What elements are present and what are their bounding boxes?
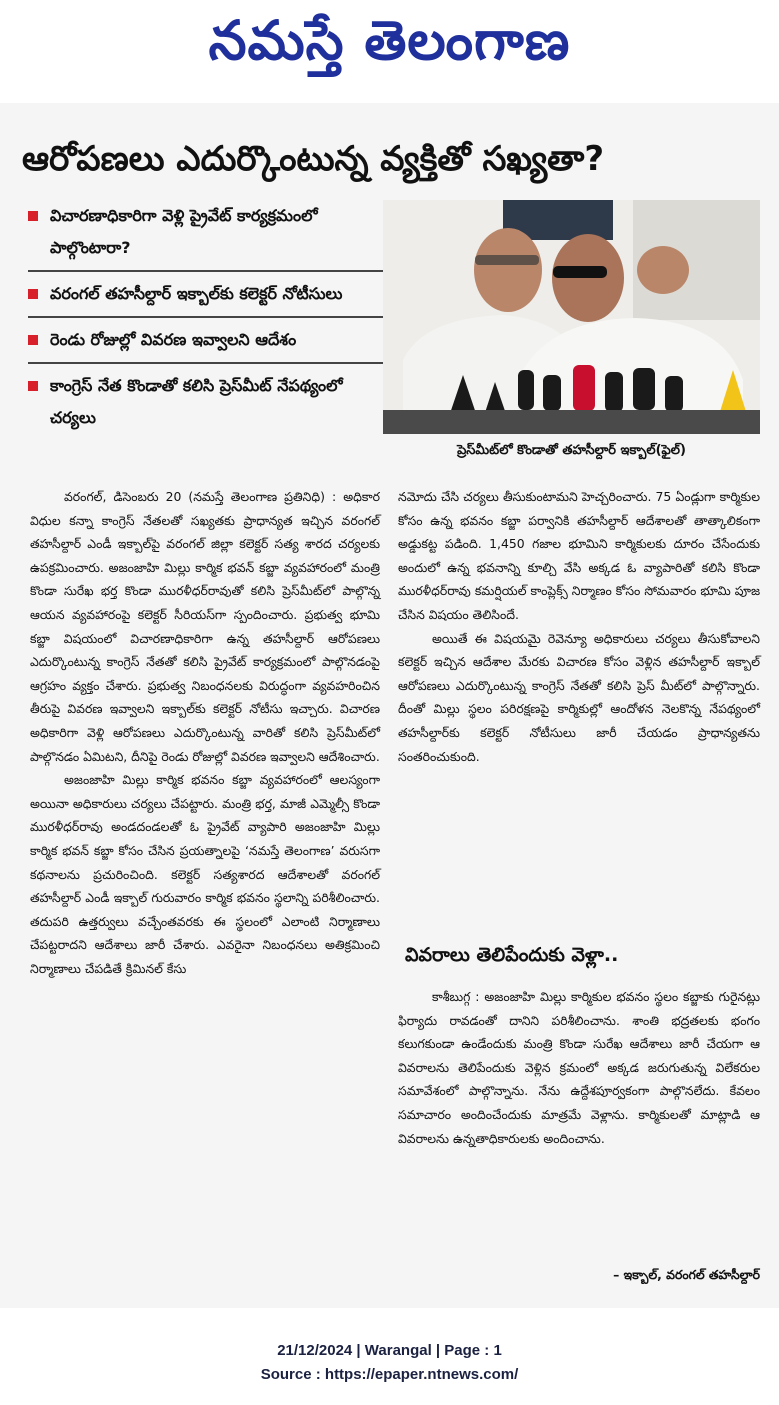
highlight-bullets bbox=[28, 200, 383, 440]
edition-info: 21/12/2024 | Warangal | Page : 1 bbox=[277, 1342, 502, 1359]
bullet-text: వరంగల్ తహసీల్దార్ ఇక్బాల్‌కు కలెక్టర్ నోటీసులు bbox=[50, 284, 343, 303]
divider bbox=[28, 270, 383, 272]
bullet-item bbox=[28, 200, 383, 264]
bullet-square-icon bbox=[28, 289, 38, 299]
bullet-text: కాంగ్రెస్ నేత కొండాతో కలిసి ప్రెస్‌మీట్ నేపథ్యంలో చర్యలు bbox=[50, 376, 343, 427]
article-column-right bbox=[398, 485, 760, 768]
article-column-left bbox=[30, 485, 380, 980]
press-meet-photo bbox=[383, 200, 760, 434]
divider bbox=[28, 316, 383, 318]
photo-caption: ప్రెస్‌మీట్‌లో కొండాతో తహసీల్దార్ ఇక్బాల్(ఫైల్) bbox=[457, 443, 686, 458]
article-paragraph: నమోదు చేసి చర్యలు తీసుకుంటామని హెచ్చరించారు. 75 ఏండ్లుగా కార్మికుల కోసం ఉన్న భవనం కబ్జా పర్వానికి తహసీల్దార్ ఆదేశాలతో తాత్కాలికంగా అడ్డుకట్ట పడింది. 1,450 గజాల భూమిని కార్మికులకు దూరం చేసేందుకు అందులో ఉన్న భవనాన్ని కూల్చి వేసి అక్కడ ఓ వ్యాపారితో కలిసి కొండా మురళీధర్‌రావు కమర్షియల్ కాంప్లెక్స్ నిర్మాణం కోసం సోమవారం భూమి పూజ చేసిన విషయం తెలిసిందే. bbox=[398, 489, 760, 622]
bullet-square-icon bbox=[28, 335, 38, 345]
article-paragraph: అజంజాహి మిల్లు కార్మిక భవనం కబ్జా వ్యవహారంలో ఆలస్యంగా అయినా అధికారులు చర్యలు చేపట్టారు. మంత్రి భర్త, మాజీ ఎమ్మెల్సీ కొండా మురళీధర్‌రావు అండదండలతో ఓ ప్రైవేట్ వ్యాపారి అజంజాహి మిల్లు కార్మిక భవన్ కబ్జా కోసం చేసిన ప్రయత్నాలపై ‘నమస్తే తెలంగాణ’ వరుసగా కథనాలను ప్రచురించింది. కలెక్టర్ సత్యశారద ఆదేశాలతో వరంగల్ తహసీల్దార్ ఎండీ ఇక్బాల్ గురువారం కార్మిక భవనం స్థలాన్ని పరిశీలించారు. తదుపరి ఉత్తర్వులు వచ్చేంతవరకు ఈ స్థలంలో ఎలాంటి నిర్మాణాలు చేపట్టరాదని ఆదేశాలు జారీ చేశారు. ఎవరైనా నిబంధనలు అతిక్రమించి నిర్మాణాలు చేపడితే క్రిమినల్ కేసు bbox=[30, 772, 380, 976]
press-meet-illustration bbox=[383, 200, 760, 434]
article-paragraph: వరంగల్, డిసెంబరు 20 (నమస్తే తెలంగాణ ప్రతినిధి) : అధికార విధుల కన్నా కాంగ్రెస్ నేతలతో సఖ్యతకు ప్రాధాన్యత ఇచ్చిన వరంగల్ తహసీల్దార్ ఎండీ ఇక్బాల్‌పై వరంగల్ జిల్లా కలెక్టర్ సత్య శారద చర్యలకు ఉపక్రమించారు. అజంజాహి మిల్లు కార్మిక భవన్ కబ్జా వ్యవహారంలో మంత్రి కొండా సురేఖ భర్త కొండా మురళీధర్‌రావుతో కలిసి ప్రెస్‌మీట్‌లో పాల్గొన్న ఆయన వ్యవహారంపై కలెక్టర్ సీరియస్‌గా స్పందించారు. ప్రభుత్వ భూమి కబ్జా విషయంలో విచారణాధికారిగా ఉన్న తహసీల్దార్ ఆరోపణలు ఎదుర్కొంటున్న కాంగ్రెస్ నేతతో కలిసి ప్రైవేట్ కార్యక్రమంలో పాల్గొనడంపై ఆగ్రహం వ్యక్తం చేశారు. ప్రభుత్వ నిబంధనలకు విరుద్ధంగా వ్యవహరించిన తీరుపై వివరణ ఇవ్వాలని ఇక్బాల్‌కు కలెక్టర్ నోటీసు ఇచ్చారు. విచారణ అధికారిగా వెళ్లి ఆరోపణలు ఎదుర్కొంటున్న వారితో కలిసి ప్రెస్‌మీట్‌లో పాల్గొనడం ఏమిటని, దీనిపై రెండు రోజుల్లో వివరణ ఇవ్వాలని ఆదేశించారు. bbox=[30, 489, 380, 764]
newspaper-logo: నమస్తే తెలంగాణ bbox=[208, 9, 571, 72]
bullet-text: విచారణాధికారిగా వెళ్లి ప్రైవేట్ కార్యక్రమంలో పాల్గొంటారా? bbox=[50, 206, 318, 257]
article-paragraph: అయితే ఈ విషయమై రెవెన్యూ అధికారులు చర్యలు తీసుకోవాలని కలెక్టర్ ఇచ్చిన ఆదేశాల మేరకు విచారణ కోసం వెళ్లిన తహసీల్దార్ ఇక్బాల్ ఆరోపణలు ఎదుర్కొంటున్న కాంగ్రెస్ నేతతో కలిసి ప్రెస్ మీట్‌లో పాల్గొన్నారు. దీంతో మిల్లు స్థలం పరిరక్షణపై కార్మికుల్లో ఆందోళన నెలకొన్న నేపథ్యంలో తహసీల్దార్‌కు కలెక్టర్ నోటీసులు జారీ చేయడం ప్రాధాన్యతను సంతరించుకుంది. bbox=[398, 630, 760, 764]
side-story-heading: వివరాలు తెలిపేందుకు వెళ్లా.. bbox=[405, 944, 619, 966]
headline: ఆరోపణలు ఎదుర్కొంటున్న వ్యక్తితో సఖ్యతా? bbox=[22, 139, 605, 179]
bullet-square-icon bbox=[28, 211, 38, 221]
bullet-text: రెండు రోజుల్లో వివరణ ఇవ్వాలని ఆదేశం bbox=[50, 330, 297, 349]
side-story-paragraph: కాశీబుగ్గ : అజంజాహి మిల్లు కార్మికుల భవనం స్థలం కబ్జాకు గురైనట్లు ఫిర్యాదు రావడంతో దానిని పరిశీలించాను. శాంతి భద్రతలకు భంగం కలుగకుండా ఉండేందుకు మంత్రి కొండా సురేఖ ఆదేశాలు జారీ చేయగా ఆ వివరాలను తెలిపేందుకు వెళ్లిన క్రమంలో అక్కడ జరుగుతున్న విలేకరుల సమావేశంలో పాల్గొన్నాను. నేను ఉద్దేశపూర్వకంగా పాల్గొనలేదు. కేవలం సమాచారం అందించేందుకు మాత్రమే వెళ్లాను. కార్మికులతో మాట్లాడి ఆ వివరాలను ఉన్నతాధికారులకు అందించాను. bbox=[398, 989, 760, 1146]
side-story-signoff: – ఇక్బాల్, వరంగల్ తహసీల్దార్ bbox=[613, 1267, 760, 1282]
masthead bbox=[0, 0, 779, 95]
source-link[interactable]: Source : https://epaper.ntnews.com/ bbox=[260, 1366, 519, 1383]
side-story-body bbox=[398, 985, 760, 1150]
bullet-square-icon bbox=[28, 381, 38, 391]
divider bbox=[28, 362, 383, 364]
bullet-item bbox=[28, 278, 383, 310]
bullet-item bbox=[28, 324, 383, 356]
bullet-item bbox=[28, 370, 383, 434]
